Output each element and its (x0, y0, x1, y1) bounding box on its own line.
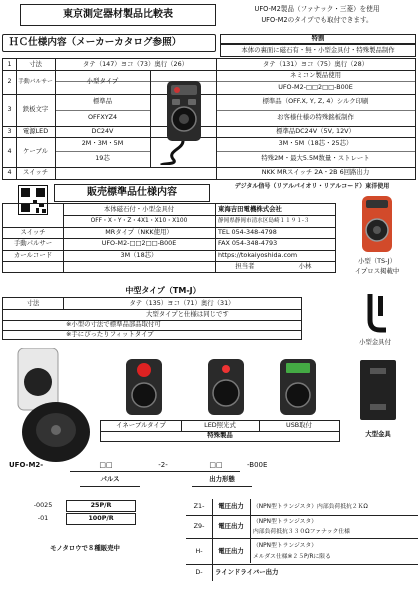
catalog-title: 販売標準品仕様内容 (54, 184, 210, 202)
catalog-pulser-value: UFO-M2-□□2□□-B00E (101, 239, 177, 248)
row-left-value: 小型タイプ (86, 77, 119, 86)
row-no: 1 (7, 59, 12, 68)
enable-type-photo (118, 355, 170, 419)
digital-note: デジタル信号（リアルパイオリ・リアルコード）東洋使用 (234, 182, 390, 190)
catalog-mount: 本体磁石付・小型金具付 (103, 204, 175, 213)
output-desc-2: メルダス仕様※２５P/Rに限る (253, 554, 331, 561)
row-right-value: 標準品（OFF.X, Y, Z, 4）シルク印刷 (262, 97, 369, 106)
page-title: 東京測定器材製品比較表 (20, 4, 216, 26)
code-boxes-2: □□ (209, 460, 223, 469)
pulse-table (26, 500, 144, 526)
usb-type-photo (272, 355, 324, 419)
variant-label: LED照光式 (204, 421, 236, 430)
variant-label: イネーブルタイプ (116, 421, 166, 430)
catalog-cable-label: カールコード (13, 250, 53, 259)
middle-line-1: 大型タイプと仕様は同じです (146, 309, 229, 318)
output-label: 出力形態 (209, 474, 235, 483)
row-label: ケーブル (23, 147, 48, 156)
row-right-value: ネミコン製品使用 (289, 70, 342, 79)
output-desc-2: 内部負荷抵抗３３０Ωファナック仕様 (253, 528, 350, 535)
output-type: ラインドライバー出力 (215, 568, 279, 577)
header-note-2: UFO-M2のタイプでも取付できます。 (261, 15, 373, 24)
output-type: 電圧出力 (218, 522, 244, 531)
row-right-value-2: お客様仕様の特殊銘板制作 (277, 113, 354, 122)
output-desc: （NPN型トランジスタ） (253, 543, 318, 550)
pulse-value: 25P/R (66, 500, 136, 512)
header-note-1: UFO-M2製品（ファナック・三菱）を使用 (254, 4, 380, 13)
pulse-code: -01 (37, 514, 49, 523)
bracket-label: 小型金具付 (359, 338, 391, 347)
row-left-value: 標準品 (92, 97, 113, 106)
code-suffix: -B00E (247, 460, 268, 469)
catalog-table (2, 203, 336, 273)
small-type-label: 小型（TS-J） (357, 257, 397, 266)
catalog-switch-value: MRタイプ（NKK使用） (105, 227, 173, 236)
output-table (186, 499, 418, 583)
middle-table (2, 297, 302, 340)
row-left-value-2: 19芯 (95, 154, 110, 163)
company-url[interactable]: https://tokaiyoshida.com (218, 250, 298, 259)
row-label: 手動パルサー (18, 78, 53, 85)
code-prefix: UFO-M2- (9, 460, 44, 469)
row-no: 3 (7, 126, 12, 135)
row-no: 4 (7, 168, 12, 177)
code-boxes-1: □□ (99, 460, 113, 469)
special-products-label: 特殊製品 (207, 431, 233, 440)
output-code: Z9- (193, 522, 205, 531)
special-label: 特割 (220, 34, 416, 44)
middle-title: 中型タイプ（TM-J） (125, 285, 201, 295)
row-left-value: タテ（147）ヨコ（73）奥行（26） (82, 59, 189, 68)
row-label: 電源LED (22, 126, 49, 135)
large-bracket-label: 大型金具 (365, 430, 391, 439)
middle-pendant-large (10, 348, 94, 464)
variants-table (100, 420, 340, 442)
ipros-label: イプロス掲載中 (354, 267, 400, 276)
output-code: H- (195, 547, 203, 556)
row-left-value: DC24V (91, 126, 114, 135)
row-left-value: 2M・3M・5M (81, 139, 124, 148)
row-right-value-2: 特殊2M・最大5.5M数量・ストレート (261, 154, 370, 163)
middle-dims-label: 寸法 (26, 298, 40, 307)
special-note: 本体の裏面に磁石有・無・小型金具付・特殊製品制作 (220, 44, 416, 57)
row-right-value-2: UFO-M2-□□2□□-B00E (278, 82, 353, 91)
output-code: Z1- (193, 502, 205, 511)
row-right-value: 3M・5M（18芯・25芯） (278, 139, 353, 148)
output-code: D- (195, 568, 203, 577)
row-right-value: 標準品DC24V（5V, 12V） (276, 126, 355, 135)
large-bracket-photo (356, 356, 400, 424)
output-desc: （NPN型トランジスタ） (253, 518, 318, 525)
row-right-value: NKK MRスイッチ 2A・2B 6回路出力 (261, 168, 370, 177)
catalog-pulser-label: 手動パルサー (13, 239, 53, 248)
monotaro-note: モノタロウで８種販売中 (50, 544, 120, 553)
row-right-value: タテ（131）ヨコ（75）奥行（28） (262, 59, 369, 68)
pulse-label: パルス (100, 474, 120, 483)
catalog-axes: OFF・X・Y・Z・4X1・X10・X100 (90, 217, 188, 224)
output-desc: （NPN型トランジスタ）内部負荷抵抗２ＫΩ (253, 503, 368, 510)
middle-line-3: ※手にぴったりフィットタイプ (66, 330, 154, 339)
catalog-switch-label: スイッチ (20, 227, 46, 236)
pulse-code: -0025 (33, 501, 53, 510)
output-type: 電圧出力 (218, 502, 244, 511)
small-pendant-photo (346, 194, 410, 256)
row-label: 鉄板文字 (22, 105, 49, 114)
middle-dims-value: タテ（135）ヨコ（71）奥行（31） (129, 298, 235, 307)
pendant-photo (153, 79, 213, 165)
company-tel: TEL 054-348-4798 (218, 227, 277, 236)
output-type: 電圧出力 (218, 547, 244, 556)
contact-label: 担当者 (235, 261, 255, 270)
row-no: 3 (7, 105, 12, 114)
bracket-photo (350, 290, 400, 336)
company-fax: FAX 054-348-4793 (218, 239, 278, 248)
spec-table (2, 58, 416, 180)
pulse-value: 100P/R (66, 513, 136, 525)
row-label: 寸法 (29, 59, 42, 68)
led-type-photo (200, 355, 252, 419)
contact-name: 小林 (298, 261, 312, 270)
row-no: 2 (7, 77, 12, 86)
middle-line-2: ※小型の寸法で標準品部品取付可 (66, 320, 161, 329)
variant-label: USB取付 (286, 421, 312, 430)
code-mid: -2- (158, 460, 168, 469)
company-address: 静岡県静岡市清水区島崎１１９１-３ (218, 217, 310, 224)
catalog-cable-value: 3M（18芯） (120, 250, 158, 259)
section-title: ＨＣ仕様内容（メーカーカタログ参照） (2, 34, 216, 52)
row-no: 4 (7, 147, 12, 156)
row-label: スイッチ (22, 168, 49, 177)
company-name: 東海吉田電機株式会社 (218, 204, 282, 213)
row-left-value-2: OFFXYZ4 (87, 113, 118, 122)
